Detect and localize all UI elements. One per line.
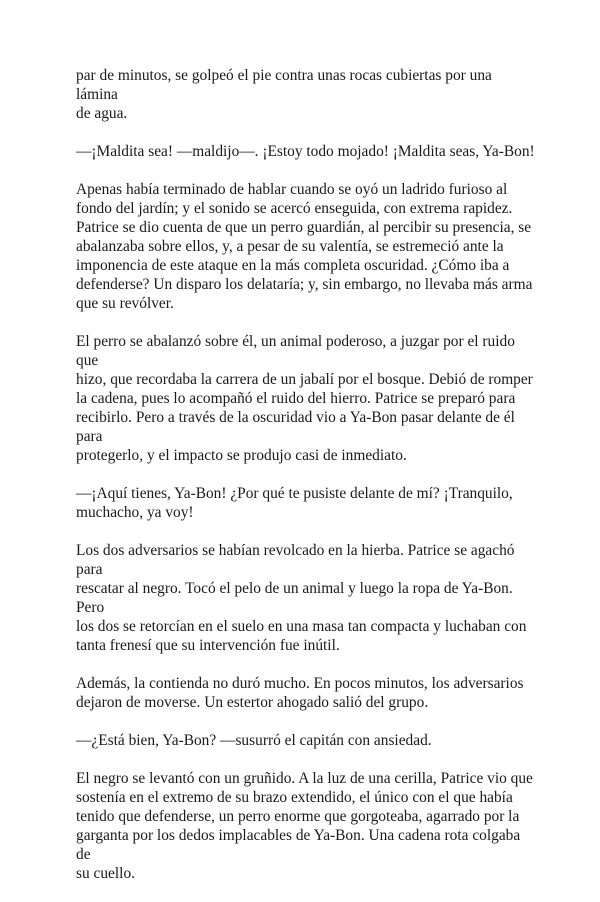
paragraph: Además, la contienda no duró mucho. En pocos minutos, los adversarios dejaron de moverse. Un estertor ahogado salió del grupo.	[76, 675, 524, 711]
body-text	[76, 66, 536, 902]
paragraph: Apenas había terminado de hablar cuando se oyó un ladrido furioso al fondo del jardín; y el sonido se acercó enseguida, con extrema rapidez. Patrice se dio cuenta de que un perro guardián, al percibir su presencia, se abalanzaba sobre ellos, y, a pesar de su valentía, se estremeció ante la imponencia de este ataque en la más completa oscuridad. ¿Cómo iba a defenderse? Un disparo los delataría; y, sin embargo, no llevaba más arma que su revólver.	[76, 181, 533, 312]
paragraph: —¡Maldita sea! —maldijo—. ¡Estoy todo mojado! ¡Maldita seas, Ya-Bon!	[76, 143, 535, 160]
paragraph: El perro se abalanzó sobre él, un animal poderoso, a juzgar por el ruido que hizo, que recordaba la carrera de un jabalí por el bosque. Debió de romper la cadena, pues lo acompañó el ruido del hierro. Patrice se preparó para recibirlo. Pero a través de la oscuridad vio a Ya-Bon pasar delante de él para protegerlo, y el impacto se produjo casi de inmediato.	[76, 333, 533, 464]
paragraph: —¿Está bien, Ya-Bon? —susurró el capitán con ansiedad.	[76, 732, 432, 749]
paragraph: —¡Aquí tienes, Ya-Bon! ¿Por qué te pusiste delante de mí? ¡Tranquilo, muchacho, ya voy!	[76, 485, 513, 521]
paragraph: Los dos adversarios se habían revolcado en la hierba. Patrice se agachó para rescatar al negro. Tocó el pelo de un animal y luego la ropa de Ya-Bon. Pero los dos se retorcían en el suelo en una masa tan compacta y luchaban con tanta frenesí que su intervención fue inútil.	[76, 542, 527, 654]
paragraph: par de minutos, se golpeó el pie contra unas rocas cubiertas por una lámina de agua.	[76, 67, 492, 122]
paragraph: El negro se levantó con un gruñido. A la luz de una cerilla, Patrice vio que sostenía en el extremo de su brazo extendido, el único con el que había tenido que defenderse, un perro enorme que gorgoteaba, agarrado por la garganta por los dedos implacables de Ya-Bon. Una cadena rota colgaba de su cuello.	[76, 770, 533, 882]
